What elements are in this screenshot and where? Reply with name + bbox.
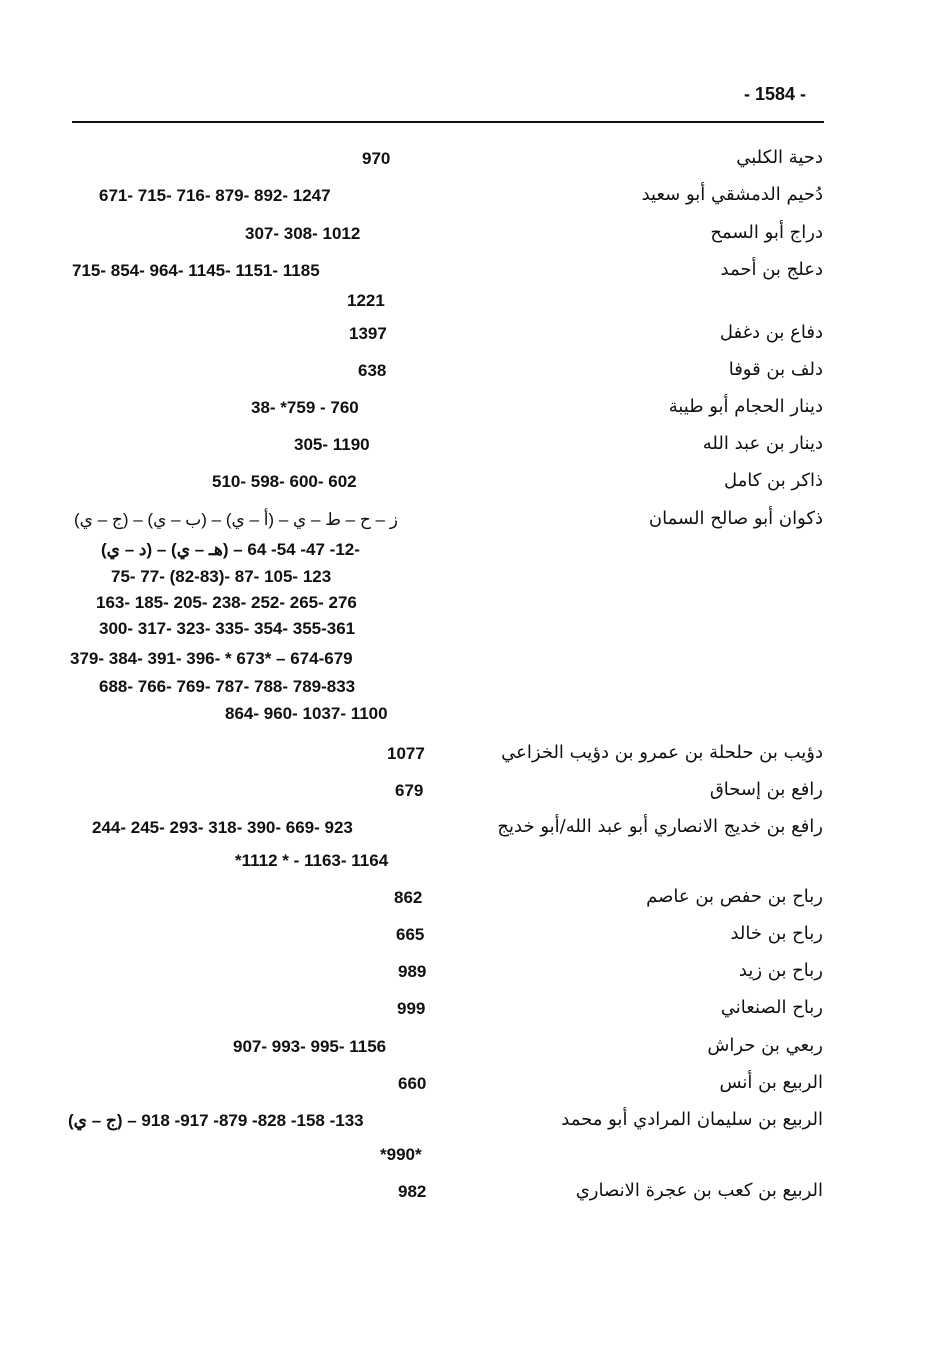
reference-line: (ج – ي) – 133- 158- 828- 879- 917- 918 xyxy=(68,1111,364,1130)
reference-line: (د – ي) – (هـ – ي) – 12- 47- 54- 64- xyxy=(101,540,360,559)
entry-name: دلف بن قوفا xyxy=(728,359,823,380)
reference-line: 671- 715- 716- 879- 892- 1247 xyxy=(99,186,331,205)
reference-line: 163- 185- 205- 238- 252- 265- 276 xyxy=(96,593,357,612)
entry-name: الربيع بن كعب بن عجرة الانصاري xyxy=(575,1180,823,1201)
reference-line: 989 xyxy=(398,962,427,981)
entry-name: دفاع بن دغفل xyxy=(719,322,823,343)
reference-line: 970 xyxy=(362,149,391,168)
reference-line: 660 xyxy=(398,1074,427,1093)
entry-name: دراج أبو السمح xyxy=(710,222,823,243)
entry-name: دؤيب بن حلحلة بن عمرو بن دؤيب الخزاعي xyxy=(501,742,823,763)
entry-name: ذاكر بن كامل xyxy=(724,470,823,491)
entry-name: ربعي بن حراش xyxy=(707,1035,823,1056)
reference-line: 305- 1190 xyxy=(294,435,370,454)
reference-line: 1077 xyxy=(387,744,425,763)
reference-line: 665 xyxy=(396,925,425,944)
reference-line: 982 xyxy=(398,1182,427,1201)
reference-line: 907- 993- 995- 1156 xyxy=(233,1037,387,1056)
entry-name: دينار بن عبد الله xyxy=(702,433,823,454)
entry-name: ذكوان أبو صالح السمان xyxy=(648,508,823,529)
entry-name: رباح الصنعاني xyxy=(720,997,823,1018)
entry-name: دُحيم الدمشقي أبو سعيد xyxy=(641,184,823,205)
entry-name: دحية الكلبي xyxy=(736,147,823,168)
reference-line: 679 xyxy=(395,781,424,800)
reference-line: 864- 960- 1037- 1100 xyxy=(225,704,388,723)
entry-name: رباح بن زيد xyxy=(738,960,823,981)
reference-line: 862 xyxy=(394,888,423,907)
entry-name: رباح بن حفص بن عاصم xyxy=(646,886,823,907)
entry-name: رافع بن إسحاق xyxy=(709,779,823,800)
reference-line: 999 xyxy=(397,999,426,1018)
reference-line: 75- 77- (82-83)- 87- 105- 123 xyxy=(111,567,332,586)
reference-line: 38- *759 - 760 xyxy=(251,398,359,417)
reference-line: *990* xyxy=(380,1145,422,1164)
entry-name: دعلج بن أحمد xyxy=(720,259,823,280)
reference-line: 715- 854- 964- 1145- 1151- 1185 xyxy=(72,261,320,280)
reference-line: 1221 xyxy=(347,291,385,310)
reference-line: ز – ح – ط – ي – (أ – ي) – (ب – ي) – (ج – ي) xyxy=(74,510,398,529)
reference-line: 688- 766- 769- 787- 788- 789-833 xyxy=(99,677,356,696)
reference-line: 379- 384- 391- 396- * 673* – 674-679 xyxy=(70,649,353,668)
reference-line: *1112 * - 1163- 1164 xyxy=(235,851,389,870)
entry-name: رباح بن خالد xyxy=(730,923,823,944)
reference-line: 307- 308- 1012 xyxy=(245,224,361,243)
reference-line: 638 xyxy=(358,361,387,380)
entry-name: الربيع بن سليمان المرادي أبو محمد xyxy=(561,1109,823,1130)
reference-line: 244- 245- 293- 318- 390- 669- 923 xyxy=(92,818,353,837)
header-rule xyxy=(72,121,824,123)
page-number: - 1584 - xyxy=(744,84,807,104)
reference-line: 510- 598- 600- 602 xyxy=(212,472,357,491)
entry-name: رافع بن خديج الانصاري أبو عبد الله/أبو خديج xyxy=(497,816,823,837)
reference-line: 1397 xyxy=(349,324,387,343)
reference-line: 300- 317- 323- 335- 354- 355-361 xyxy=(99,619,356,638)
entry-name: دينار الحجام أبو طيبة xyxy=(668,396,823,417)
entry-name: الربيع بن أنس xyxy=(719,1072,823,1093)
